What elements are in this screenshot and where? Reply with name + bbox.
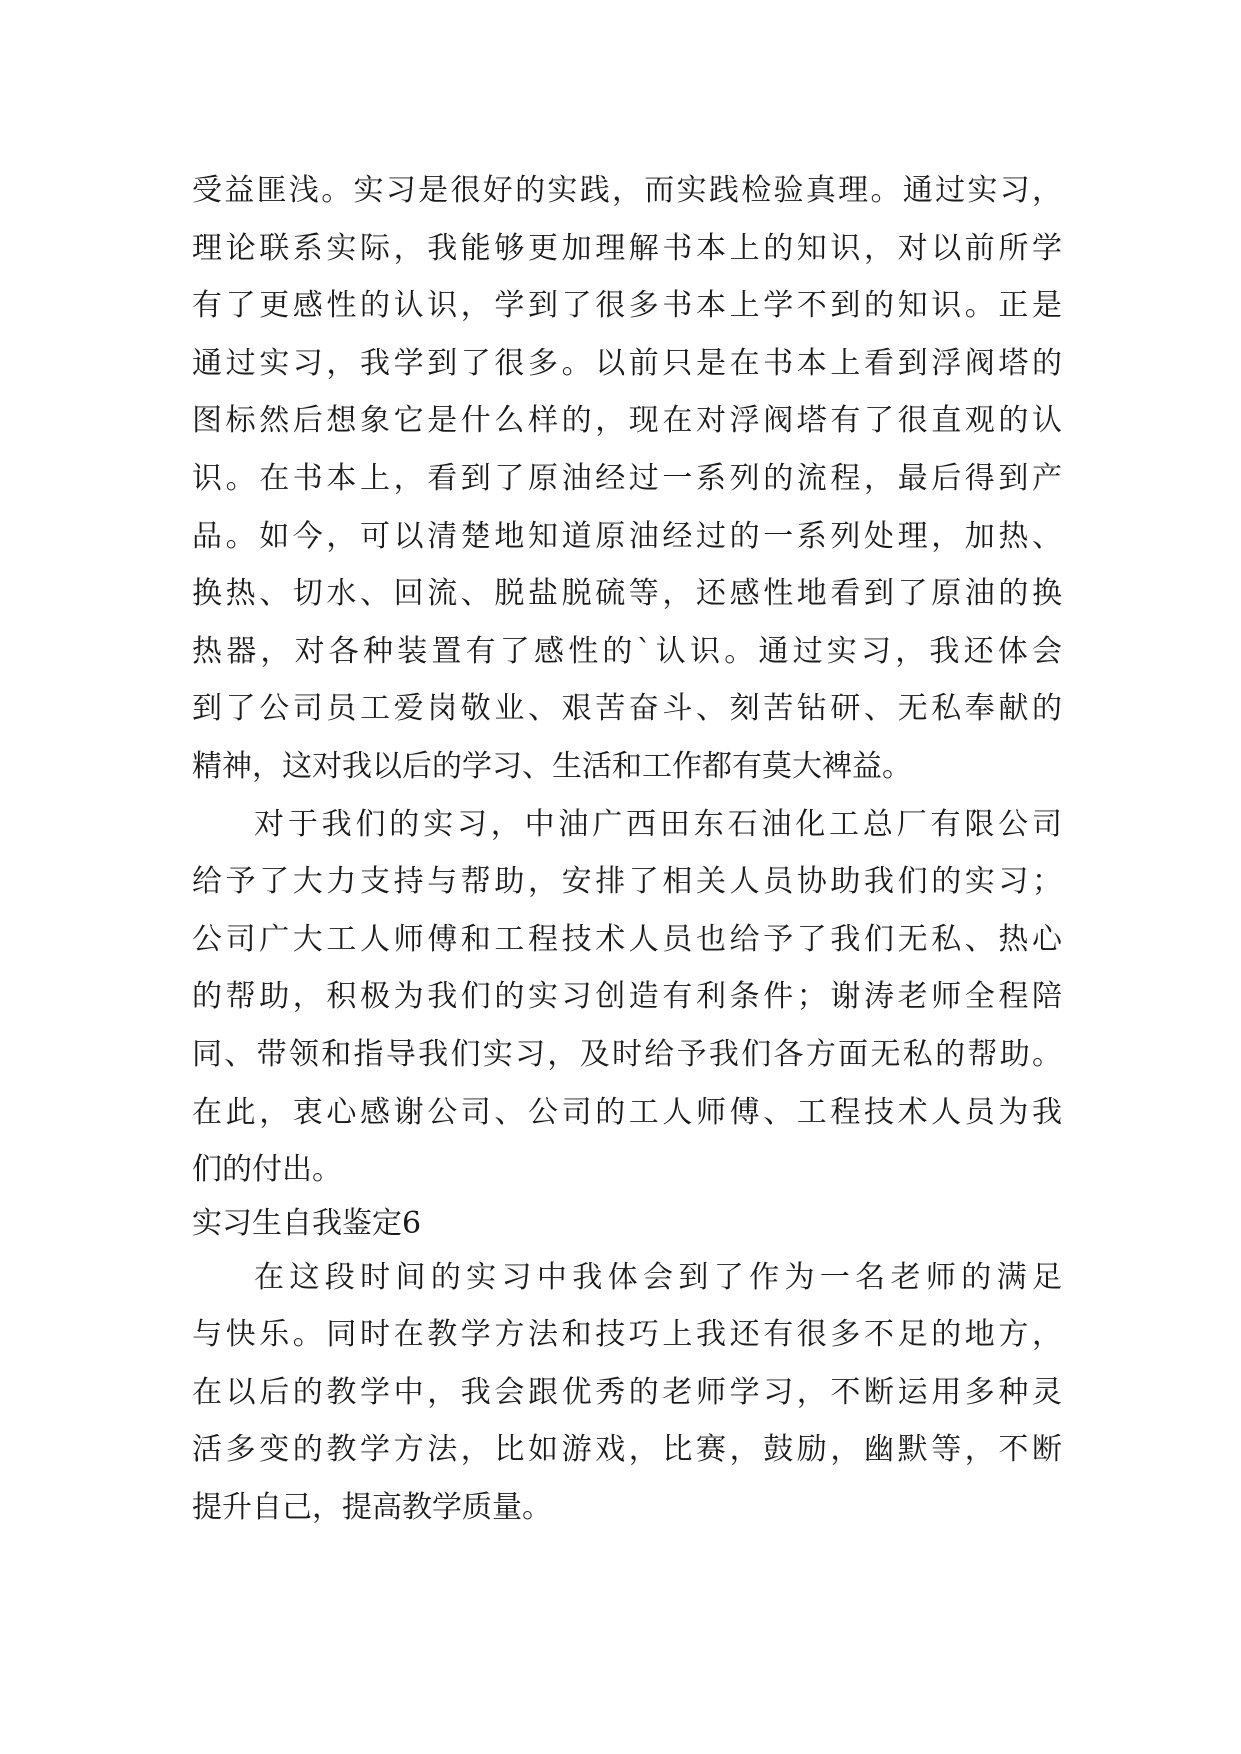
paragraph-line: 的帮助，积极为我们的实习创造有利条件；谢涛老师全程陪 — [192, 979, 1062, 1015]
paragraph-line: 通过实习，我学到了很多。以前只是在书本上看到浮阀塔的 — [192, 345, 1062, 381]
paragraph-line: 品。如今，可以清楚地知道原油经过的一系列处理，加热、 — [192, 518, 1062, 554]
paragraph-line: 识。在书本上，看到了原油经过一系列的流程，最后得到产 — [192, 460, 1062, 496]
paragraph-line: 精神，这对我以后的学习、生活和工作都有莫大裨益。 — [192, 748, 912, 784]
paragraph-line: 对于我们的实习，中油广西田东石油化工总厂有限公司 — [254, 806, 1062, 842]
paragraph-line: 活多变的教学方法，比如游戏，比赛，鼓励，幽默等，不断 — [192, 1432, 1062, 1468]
paragraph-2 — [192, 796, 1062, 1199]
paragraph-line: 与快乐。同时在教学方法和技巧上我还有很多不足的地方， — [192, 1317, 1062, 1353]
document-body — [192, 162, 1062, 1537]
paragraph-line: 有了更感性的认识，学到了很多书本上学不到的知识。正是 — [192, 288, 1062, 324]
paragraph-line: 在这段时间的实习中我体会到了作为一名老师的满足 — [254, 1259, 1062, 1295]
paragraph-line: 提升自己，提高教学质量。 — [192, 1490, 552, 1526]
paragraph-line: 图标然后想象它是什么样的，现在对浮阀塔有了很直观的认 — [192, 403, 1062, 439]
paragraph-1 — [192, 162, 1062, 796]
paragraph-line: 在此，衷心感谢公司、公司的工人师傅、工程技术人员为我 — [192, 1094, 1062, 1130]
paragraph-line: 给予了大力支持与帮助，安排了相关人员协助我们的实习； — [192, 864, 1062, 900]
paragraph-line: 理论联系实际，我能够更加理解书本上的知识，对以前所学 — [192, 230, 1062, 266]
paragraph-line: 们的付出。 — [192, 1152, 342, 1188]
paragraph-3 — [192, 1249, 1062, 1537]
paragraph-line: 到了公司员工爱岗敬业、艰苦奋斗、刻苦钻研、无私奉献的 — [192, 691, 1062, 727]
paragraph-line: 同、带领和指导我们实习，及时给予我们各方面无私的帮助。 — [192, 1036, 1062, 1072]
paragraph-line: 公司广大工人师傅和工程技术人员也给予了我们无私、热心 — [192, 921, 1062, 957]
paragraph-line: 热器，对各种装置有了感性的`认识。通过实习，我还体会 — [192, 633, 1062, 669]
paragraph-line: 在以后的教学中，我会跟优秀的老师学习，不断运用多种灵 — [192, 1374, 1062, 1410]
section-heading: 实习生自我鉴定6 — [192, 1205, 422, 1241]
paragraph-line: 受益匪浅。实习是很好的实践，而实践检验真理。通过实习， — [192, 173, 1062, 208]
paragraph-line: 换热、切水、回流、脱盐脱硫等，还感性地看到了原油的换 — [192, 576, 1062, 612]
